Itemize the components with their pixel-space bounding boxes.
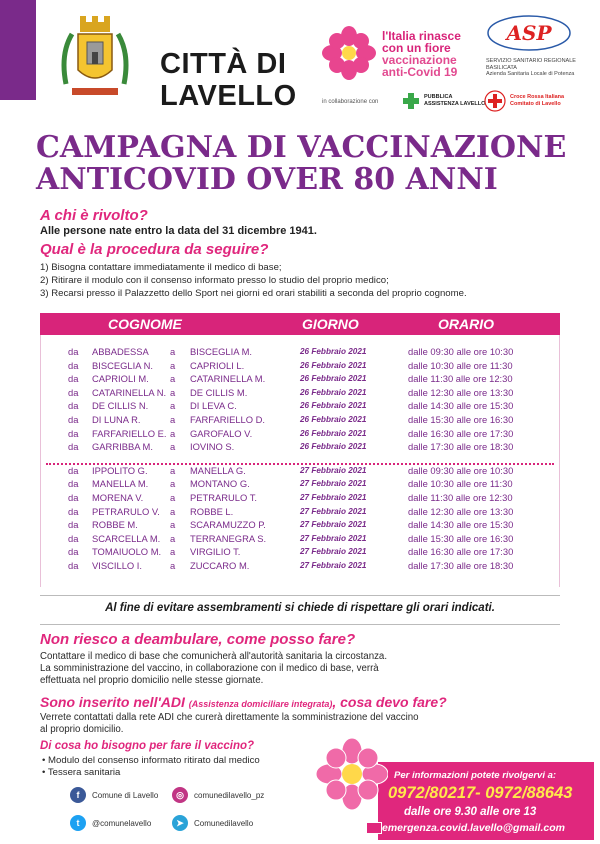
row-date: 27 Febbraio 2021 [300,493,367,502]
asp-subtitle [486,58,596,78]
row-date: 27 Febbraio 2021 [300,506,367,516]
slogan-line1: l'Italia rinasce [382,29,461,43]
red-cross-name [510,94,564,107]
step-1: 1) Bisogna contattare immediatamente il medico di base; [40,262,282,273]
slogan-line2: con un fiore [382,41,451,55]
cr-line2: Comitato di Lavello [510,100,561,107]
row-a: a [170,478,176,490]
table-row [40,559,560,572]
page-title [36,132,596,196]
row-a: a [170,346,176,357]
phone-numbers[interactable]: 0972/80217- 0972/88643 [388,784,573,802]
row-date: 26 Febbraio 2021 [300,442,367,452]
row-to: ROBBE L. [190,505,234,517]
red-cross-logo-icon [484,90,506,112]
row-da: da [68,560,79,571]
table-row [40,372,560,385]
mobility-line2: La somministrazione del vaccino, in collaborazione con il medico di base, verrà [40,663,379,674]
row-to: TERRANEGRA S. [190,532,267,544]
row-da: da [68,546,79,558]
row-from: ABBADESSA [92,346,149,357]
row-a: a [170,373,176,385]
row-date: 26 Febbraio 2021 [300,374,367,384]
procedure-steps [40,261,467,300]
row-to: GAROFALO V. [190,427,253,439]
step-3: 3) Recarsi presso il Palazzetto dello Sport nei giorni ed orari stabiliti a seconda del proprio cognome. [40,288,467,299]
asp-sub-line1: SERVIZIO SANITARIO REGIONALE [486,58,576,64]
city-crest-icon [58,14,132,110]
city-name [160,48,297,112]
row-date: 26 Febbraio 2021 [300,360,367,370]
row-date: 26 Febbraio 2021 [300,347,367,356]
row-da: da [68,373,79,385]
adi-question-start: Sono inserito nell'ADI [40,694,185,710]
row-a: a [170,427,176,439]
pa-line1: PUBBLICA [424,94,453,100]
requirement-1: Modulo del consenso informato ritirato dal medico [48,755,260,766]
row-from: MANELLA M. [92,478,149,490]
requirement-2: Tessera sanitaria [47,767,121,778]
row-da: da [68,519,79,531]
adi-question-end: , cosa devo fare? [332,694,447,710]
row-time: dalle 14:30 alle ore 15:30 [408,400,514,412]
pubblica-assistenza-logo-icon [402,92,420,110]
day-separator [46,463,554,465]
header-orario: ORARIO [438,316,494,332]
asp-logo-text: ASP [506,21,552,45]
asp-sub-line3: Azienda Sanitaria Locale di Potenza [486,71,575,77]
row-a: a [170,386,176,398]
row-da: da [68,464,79,476]
telegram-link[interactable]: Comunedilavello [194,819,254,828]
row-a: a [170,560,176,571]
row-date: 27 Febbraio 2021 [300,465,367,475]
row-time: dalle 10:30 alle ore 11:30 [408,478,513,490]
row-to: MANELLA G. [190,464,246,476]
question-procedure: Qual è la procedura da seguire? [40,241,269,258]
row-time: dalle 10:30 alle ore 11:30 [408,359,513,371]
row-to: VIRGILIO T. [190,546,241,558]
facebook-link[interactable]: Comune di Lavello [92,791,159,800]
row-from: TOMAIUOLO M. [92,546,162,558]
telegram-icon[interactable]: ➤ [172,815,188,831]
row-to: PETRARULO T. [190,492,258,503]
row-time: dalle 17:30 alle ore 18:30 [408,560,514,571]
row-da: da [68,478,79,490]
table-row [40,386,560,399]
adi-line1: Verrete contattati dalla rete ADI che curerà direttamente la somministrazione del vaccino [40,712,419,723]
row-from: GARRIBBA M. [92,441,153,453]
city-name-line1: CITTÀ DI [160,48,287,80]
row-to: MONTANO G. [190,478,250,490]
question-adi [40,694,447,710]
flower-logo-icon [322,26,376,80]
table-row [40,545,560,558]
row-a: a [170,505,176,517]
row-da: da [68,441,79,453]
row-date: 26 Febbraio 2021 [300,428,367,438]
table-row [40,399,560,412]
row-date: 27 Febbraio 2021 [300,547,367,557]
row-to: CAPRIOLI L. [190,359,245,371]
table-row [40,491,560,504]
list-item: • Modulo del consenso informato ritirato dal medico [42,755,260,766]
mail-icon [366,822,382,834]
row-time: dalle 16:30 alle ore 17:30 [408,546,514,558]
row-a: a [170,400,176,412]
adi-question-small: (Assistenza domiciliare integrata) [188,699,333,709]
mobility-line1: Contattare il medico di base che comunicherà all'autorità sanitaria la circostanza. [40,651,388,662]
row-to: DI LEVA C. [190,400,237,412]
row-from: DI LUNA R. [92,414,141,425]
row-time: dalle 12:30 alle ore 13:30 [408,505,514,517]
adi-line2: al proprio domicilio. [40,724,124,735]
row-from: FARFARIELLO E. [92,427,167,439]
row-a: a [170,359,176,371]
slogan-line3: vaccinazione [382,53,457,67]
header [0,0,600,120]
table-row [40,505,560,518]
row-time: dalle 17:30 alle ore 18:30 [408,441,514,453]
header-cognome: COGNOME [108,316,182,332]
row-time: dalle 11:30 alle ore 12:30 [408,373,513,385]
row-da: da [68,505,79,517]
row-date: 27 Febbraio 2021 [300,520,367,530]
table-row [40,532,560,545]
instagram-link[interactable]: comunedilavello_pz [194,791,265,800]
header-giorno: GIORNO [302,316,359,332]
row-time: dalle 15:30 alle ore 16:30 [408,414,514,425]
answer-adi [40,712,560,736]
question-requirements: Di cosa ho bisogno per fare il vaccino? [40,740,255,752]
asp-logo [486,14,572,52]
row-from: CAPRIOLI M. [92,373,149,385]
row-to: FARFARIELLO D. [190,414,266,425]
row-to: SCARAMUZZO P. [190,519,266,531]
row-from: ROBBE M. [92,519,138,531]
question-mobility: Non riesco a deambulare, come posso fare? [40,631,356,648]
row-a: a [170,441,176,453]
question-who: A chi è rivolto? [40,207,148,224]
row-da: da [68,400,79,412]
title-line1: CAMPAGNA DI VACCINAZIONE [36,130,567,165]
mobility-line3: effettuata nel proprio domicilio nelle stesse giornate. [40,675,264,686]
table-row [40,477,560,490]
row-from: DE CILLIS N. [92,400,149,412]
row-from: CATARINELLA N. [92,386,167,398]
row-from: MORENA V. [92,492,144,503]
instagram-icon[interactable]: ◎ [172,787,188,803]
row-to: BISCEGLIA M. [190,346,252,357]
table-row [40,427,560,440]
row-from: IPPOLITO G. [92,464,148,476]
row-da: da [68,386,79,398]
row-da: da [68,532,79,544]
requirements-list [42,755,260,779]
row-da: da [68,492,79,503]
row-da: da [68,427,79,439]
row-da: da [68,346,79,357]
answer-mobility [40,651,560,687]
row-date: 27 Febbraio 2021 [300,479,367,489]
table-row [40,345,560,358]
row-to: IOVINO S. [190,441,235,453]
twitter-icon[interactable]: t [70,815,86,831]
campaign-slogan [382,30,461,78]
row-time: dalle 09:30 alle ore 10:30 [408,464,514,476]
row-time: dalle 12:30 alle ore 13:30 [408,386,514,398]
pa-line2: ASSISTENZA LAVELLO [424,100,486,107]
collaboration-label: in collaborazione con [322,99,379,105]
row-from: PETRARULO V. [92,505,160,517]
row-to: ZUCCARO M. [190,560,250,571]
row-to: CATARINELLA M. [190,373,266,385]
table-row [40,413,560,426]
row-time: dalle 11:30 alle ore 12:30 [408,492,513,503]
step-2: 2) Ritirare il modulo con il consenso informato presso lo studio del proprio medico; [40,275,389,286]
cr-line1: Croce Rossa Italiana [510,94,565,100]
row-a: a [170,464,176,476]
row-date: 26 Febbraio 2021 [300,401,367,411]
table-row [40,440,560,453]
row-time: dalle 14:30 alle ore 15:30 [408,519,514,531]
list-item: • Tessera sanitaria [42,767,121,778]
info-heading: Per informazioni potete rivolgervi a: [394,770,557,781]
row-a: a [170,414,176,425]
row-to: DE CILLIS M. [190,386,248,398]
row-da: da [68,359,79,371]
twitter-link[interactable]: @comunelavello [92,819,152,828]
row-date: 27 Febbraio 2021 [300,533,367,543]
footer-note: Al fine di evitare assembramenti si chiede di rispettare gli orari indicati. [105,602,495,614]
pubblica-assistenza-name [424,94,485,107]
row-time: dalle 16:30 alle ore 17:30 [408,427,514,439]
row-a: a [170,532,176,544]
row-date: 27 Febbraio 2021 [300,561,367,570]
row-from: VISCILLO I. [92,560,143,571]
title-line2: ANTICOVID OVER 80 ANNI [36,162,498,197]
facebook-icon[interactable]: f [70,787,86,803]
row-da: da [68,414,79,425]
row-time: dalle 15:30 alle ore 16:30 [408,532,514,544]
asp-sub-line2: BASILICATA [486,64,517,71]
row-date: 26 Febbraio 2021 [300,415,367,424]
row-a: a [170,546,176,558]
row-date: 26 Febbraio 2021 [300,387,367,397]
row-time: dalle 09:30 alle ore 10:30 [408,346,514,357]
table-row [40,359,560,372]
city-name-line2: LAVELLO [160,80,297,112]
slogan-line4: anti-Covid 19 [382,65,458,79]
row-from: BISCEGLIA N. [92,359,153,371]
info-hours: dalle ore 9.30 alle ore 13 [404,806,537,818]
table-row [40,464,560,477]
email-link[interactable]: emergenza.covid.lavello@gmail.com [382,822,565,834]
row-a: a [170,519,176,531]
row-a: a [170,492,176,503]
row-from: SCARCELLA M. [92,532,161,544]
answer-who: Alle persone nate entro la data del 31 dicembre 1941. [40,225,317,237]
flower-decoration-icon [316,738,388,810]
table-row [40,518,560,531]
